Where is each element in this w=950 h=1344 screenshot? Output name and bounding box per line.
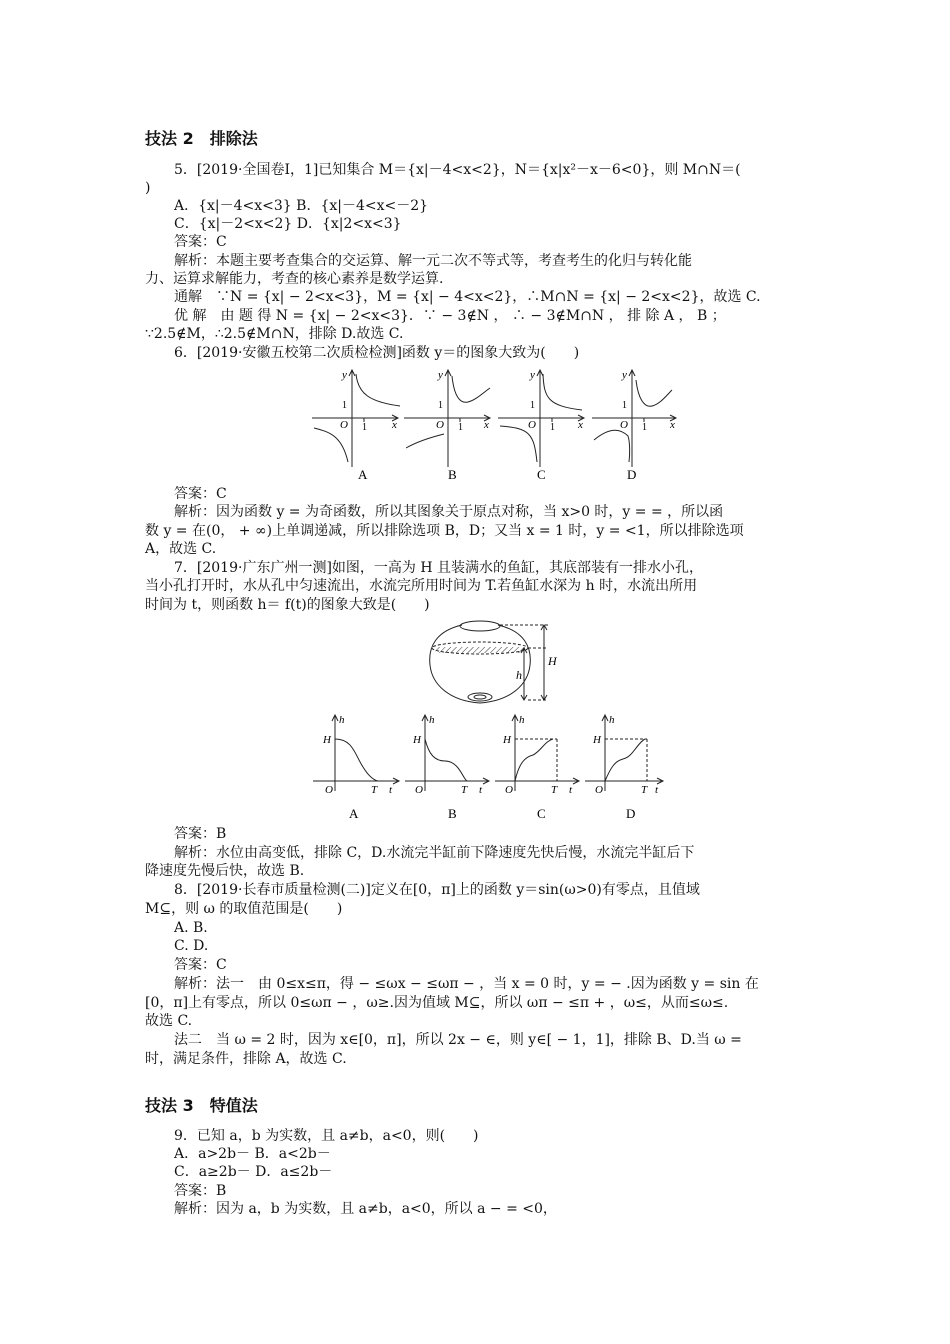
q6-b-origin: O <box>436 419 444 431</box>
q7-b-H-tick: H <box>413 734 421 746</box>
q7-answer: 答案：B <box>174 826 227 842</box>
q7-d-H-tick: H <box>593 734 601 746</box>
q9-options-cd: C．a≥2b－ D．a≤2b－ <box>174 1164 333 1180</box>
q6-c-tick-y: 1 <box>530 400 535 411</box>
q7-c-T-tick: T <box>551 784 558 796</box>
q6-answer: 答案：C <box>174 486 227 502</box>
q6-analysis-cont2: A，故选 C. <box>145 541 217 557</box>
q9-options-ab: A．a>2b－ B．a<2b－ <box>174 1146 331 1162</box>
q7-stem: 7．[2019·广东广州一测]如图，一高为 H 且装满水的鱼缸，其底部装有一排水小孔， <box>174 560 704 576</box>
q5-analysis-cont: 力、运算求解能力，考查的核心素养是数学运算. <box>145 271 444 287</box>
q6-c-x-label: x <box>578 419 583 431</box>
q5-options-ab: A．{x|－4<x<3} B．{x|－4<x<－2} <box>174 198 429 214</box>
q8-analysis-method2-cont: 时，满足条件，排除 A，故选 C. <box>145 1051 347 1067</box>
q5-optimal-solution: 优 解 由 题 得 N = {x| − 2<x<3}．∵ − 3∉N ， ∴ − 3∉M∩N ， 排 除 A ， B ； <box>174 308 726 324</box>
q7-stem-cont1: 当小孔打开时，水从孔中匀速流出，水流完所用时间为 T.若鱼缸水深为 h 时，水流出所用 <box>145 578 698 594</box>
q6-d-origin: O <box>620 419 628 431</box>
q7-b-t-axis: t <box>479 784 483 796</box>
q9-stem: 9．已知 a，b 为实数，且 a≠b，a<0，则( ) <box>174 1128 479 1144</box>
q8-stem: 8．[2019·长春市质量检测(二)]定义在[0，π]上的函数 y＝sin(ω>0)有零点，且值域 <box>174 882 700 898</box>
q7-c-H-tick: H <box>503 734 511 746</box>
q6-analysis: 解析：因为函数 y = 为奇函数，所以其图象关于原点对称，当 x>0 时，y = = ，所以函 <box>174 504 724 520</box>
q6-graph-b <box>404 370 490 467</box>
q6-a-y-label: y <box>342 369 347 381</box>
q7-graphs-figure <box>305 707 665 825</box>
q7-tank-H-label: H <box>548 654 557 668</box>
q6-label-c: C <box>537 467 546 482</box>
q6-graph-a <box>312 370 400 467</box>
q7-a-H-tick: H <box>323 734 331 746</box>
q7-d-h-axis: h <box>609 714 615 726</box>
q6-stem: 6．[2019·安徽五校第二次质检检测]函数 y＝的图象大致为( ) <box>174 345 580 361</box>
q7-a-origin: O <box>325 784 333 796</box>
q7-b-h-axis: h <box>429 714 435 726</box>
q5-options-cd: C．{x|－2<x<2} D．{x|2<x<3} <box>174 216 402 232</box>
q7-graph-a <box>313 715 399 791</box>
q6-label-d: D <box>627 467 637 482</box>
q7-a-T-tick: T <box>371 784 378 796</box>
q7-tank-h-label: h <box>516 668 522 682</box>
q6-a-tick-y: 1 <box>342 400 347 411</box>
q6-a-x-label: x <box>392 419 397 431</box>
section-title-special-value: 技法 3 特值法 <box>145 1096 258 1115</box>
q6-d-y-label: y <box>622 369 627 381</box>
q7-analysis-cont: 降速度先慢后快，故选 B. <box>145 863 305 879</box>
q8-stem-cont: M⊆，则 ω 的取值范围是( ) <box>145 901 343 917</box>
q6-b-x-label: x <box>484 419 489 431</box>
q7-graph-b <box>405 715 489 791</box>
q7-a-t-axis: t <box>389 784 393 796</box>
q7-label-b: B <box>448 806 457 821</box>
q5-general-solution: 通解 ∵N = {x| − 2<x<3}，M = {x| − 4<x<2}，∴M∩N = {x| − 2<x<2}，故选 C. <box>174 289 761 305</box>
q5-analysis: 解析：本题主要考查集合的交运算、解一元二次不等式等，考查考生的化归与转化能 <box>174 253 692 269</box>
q8-options-ab: A. B. <box>174 920 208 936</box>
q9-answer: 答案：B <box>174 1183 227 1199</box>
q7-stem-cont2: 时间为 t，则函数 h＝ f(t)的图象大致是( ) <box>145 597 430 613</box>
q8-analysis-method1-cont2: 故选 C. <box>145 1013 193 1029</box>
q6-d-tick-x: 1 <box>642 422 647 433</box>
q5-answer: 答案：C <box>174 234 227 250</box>
q6-c-origin: O <box>528 419 536 431</box>
q6-d-tick-y: 1 <box>622 400 627 411</box>
q7-fish-tank-figure <box>424 617 564 707</box>
q7-label-d: D <box>626 806 636 821</box>
q6-a-tick-x: 1 <box>362 422 367 433</box>
q6-graph-d <box>592 370 676 467</box>
q7-d-t-axis: t <box>655 784 659 796</box>
q8-options-cd: C. D. <box>174 938 209 954</box>
q6-c-tick-x: 1 <box>550 422 555 433</box>
q7-b-T-tick: T <box>461 784 468 796</box>
q6-b-tick-y: 1 <box>438 400 443 411</box>
q7-c-t-axis: t <box>569 784 573 796</box>
q8-analysis-method1-cont1: [0，π]上有零点，所以 0≤ωπ − ，ω≥.因为值域 M⊆，所以 ωπ − ≤π + ，ω≤，从而≤ω≤. <box>145 995 729 1011</box>
q6-label-a: A <box>358 467 368 482</box>
q6-analysis-cont1: 数 y = 在(0， + ∞)上单调递减，所以排除选项 B，D；又当 x = 1 时，y = <1，所以排除选项 <box>145 523 744 539</box>
q7-c-h-axis: h <box>519 714 525 726</box>
section-title-elimination: 技法 2 排除法 <box>145 129 258 148</box>
q5-stem: 5．[2019·全国卷Ⅰ，1]已知集合 M＝{x|－4<x<2}，N＝{x|x²－x－6<0}，则 M∩N＝( <box>174 162 741 178</box>
q9-analysis: 解析：因为 a，b 为实数，且 a≠b，a<0，所以 a − = <0， <box>174 1201 557 1217</box>
q8-analysis-method1: 解析：法一 由 0≤x≤π，得 − ≤ωx − ≤ωπ − ，当 x = 0 时，y = − .因为函数 y = sin 在 <box>174 976 759 992</box>
q7-d-origin: O <box>595 784 603 796</box>
q5-optimal-solution-cont: ∵2.5∉M，∴2.5∉M∩N，排除 D.故选 C. <box>145 326 404 342</box>
q7-analysis: 解析：水位由高变低，排除 C，D.水流完半缸前下降速度先快后慢，水流完半缸后下 <box>174 845 695 861</box>
q8-analysis-method2: 法二 当 ω = 2 时，因为 x∈[0，π]，所以 2x − ∈，则 y∈[ − 1，1]，排除 B、D.当 ω = <box>174 1032 742 1048</box>
q6-a-origin: O <box>340 419 348 431</box>
q6-b-y-label: y <box>438 369 443 381</box>
q5-stem-cont: ) <box>145 180 151 196</box>
q6-label-b: B <box>448 467 457 482</box>
q6-d-x-label: x <box>670 419 675 431</box>
q7-label-c: C <box>537 806 546 821</box>
q7-graph-d <box>585 715 663 791</box>
q6-graphs-figure <box>300 362 680 487</box>
q7-c-origin: O <box>505 784 513 796</box>
q6-c-y-label: y <box>530 369 535 381</box>
q6-graph-c <box>498 370 584 467</box>
q8-answer: 答案：C <box>174 957 227 973</box>
q7-graph-c <box>495 715 579 791</box>
q7-a-h-axis: h <box>339 714 345 726</box>
q7-d-T-tick: T <box>641 784 648 796</box>
q7-b-origin: O <box>415 784 423 796</box>
q6-b-tick-x: 1 <box>458 422 463 433</box>
q7-label-a: A <box>349 806 359 821</box>
